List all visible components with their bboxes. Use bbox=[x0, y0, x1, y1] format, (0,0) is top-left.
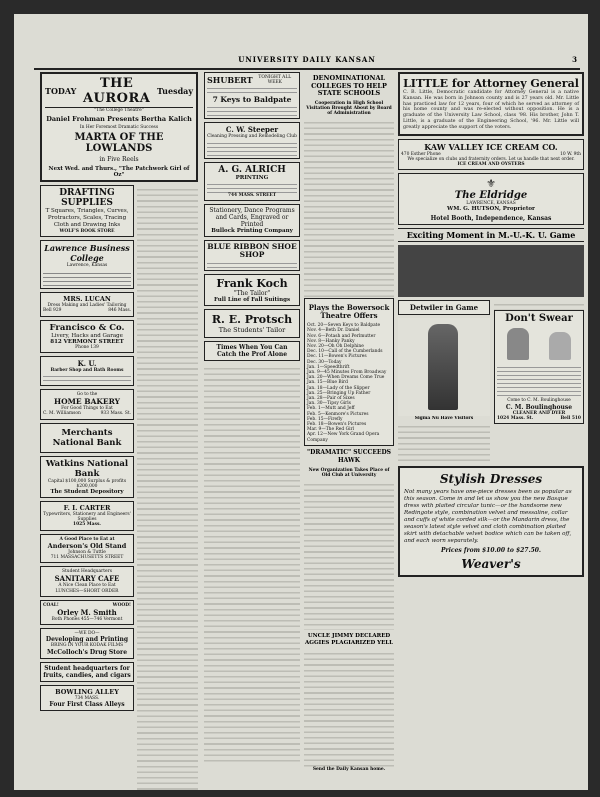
francisco-title: Francisco & Co. bbox=[49, 322, 125, 333]
bakery-addr: 933 Mass. St. bbox=[100, 411, 131, 417]
little-body: C. B. Little, Democratic candidate for Attorney General is a native Kansan. He was born in Johnson county and is 27 years old. Mr. Little has practiced law for 12 years, four of which he served as attorney of his home county and was re-elected without opposition. He is a graduate of the University Law School, class '98. His brother, John T. Little, is a graduate of the Engineering School, '96. Mr. Little will greatly appreciate the support of the voters. bbox=[403, 90, 579, 130]
football-photo bbox=[398, 245, 584, 297]
anderson-line: A Good Place to Eat at bbox=[59, 536, 115, 542]
drafting-store: WOLF'S BOOK STORE bbox=[59, 228, 115, 234]
dramatic-headline: "DRAMATIC" SUCCEEDS HAWK bbox=[307, 448, 391, 464]
bowersock-item: Dec. 30—Today bbox=[307, 359, 342, 365]
bowersock-item: Apr. 12—New York Grand Opera Company bbox=[307, 432, 380, 443]
watkins-bank-ad bbox=[40, 456, 134, 498]
aurora-ad bbox=[40, 72, 198, 182]
anderson-owners: Johnson & Tuttle bbox=[68, 549, 106, 555]
shubert-ad bbox=[204, 72, 300, 119]
detwiler-box bbox=[398, 300, 490, 315]
anderson-addr: 711 MASSACHUSETTS STREET bbox=[50, 555, 124, 561]
lucan-ad bbox=[40, 292, 134, 316]
watkins-sub: The Student Depository bbox=[50, 489, 124, 496]
develop-pre: —WE DO— bbox=[74, 631, 100, 637]
sanitary-pre: Student Headquarters bbox=[62, 569, 112, 575]
bowersock-item: Feb. 1—Mutt and Jeff bbox=[307, 406, 355, 412]
bakery-title: HOME BAKERY bbox=[54, 397, 120, 407]
anderson-title: Anderson's Old Stand bbox=[47, 541, 127, 550]
bakery-owner: C. M. Williamson bbox=[43, 411, 81, 417]
blue-ribbon-ad bbox=[204, 240, 300, 271]
bowersock-item: Jan. 30—Tipsy Girls bbox=[307, 401, 351, 407]
alrich-ad bbox=[204, 162, 300, 201]
aurora-tagline: "The College Theatre" bbox=[94, 108, 144, 113]
ku-line: Barber Shop and Bath Rooms bbox=[50, 367, 124, 373]
bowersock-item: Jan. 15—Blue Bird bbox=[307, 380, 348, 386]
alrich-line: PRINTING bbox=[235, 174, 269, 181]
bowersock-title: Plays the Bowersock Theatre Offers bbox=[308, 303, 390, 321]
dont-text-block bbox=[497, 364, 581, 398]
merchants-bank-ad bbox=[40, 423, 134, 453]
coal-left: COAL! bbox=[43, 602, 59, 608]
stationery-ad bbox=[204, 204, 300, 237]
carter-line: Typewriters, Stationery and Engineers' Supplies bbox=[43, 512, 131, 523]
page-number: 3 bbox=[572, 55, 578, 64]
steeper-ad bbox=[204, 122, 300, 158]
shubert-show: 7 Keys to Baldpate bbox=[212, 95, 292, 105]
bowersock-item: Feb. 18—Bowen's Pictures bbox=[307, 421, 367, 427]
eldridge-line: Hotel Booth, Independence, Kansas bbox=[430, 215, 552, 223]
business-title: Lawrence Business College bbox=[44, 243, 130, 263]
dont-line: Come to C. M. Boulinghouse bbox=[507, 398, 571, 404]
sanitary-sub: LUNCHES—SHORT ORDER bbox=[55, 588, 119, 594]
lucan-line: Dress Making and Ladies' Tailoring bbox=[47, 303, 127, 309]
develop-line: BRING IN YOUR KODAK FILMS bbox=[50, 643, 124, 649]
alrich-title: A. G. ALRICH bbox=[218, 164, 286, 175]
page-header bbox=[34, 54, 580, 70]
coal-right: WOOD! bbox=[112, 602, 131, 608]
dramatic-subhead: New Organization Takes Place of Old Club at University bbox=[308, 467, 390, 478]
carter-addr: 1025 Mass. bbox=[73, 522, 101, 528]
stylish-body: Not many years have one-piece dresses been as popular as this season. Come in and let us show you the new Basque dress with plaited circular tunic—or the handsome new Redingote style, combination velvet and messaline, collar and cuffs of white corded silk—or the Mandarin dress, the season's latest style velvet and cloth combination plaited skirt with detachable velvet bodice which can be taken off, and each worn separately. bbox=[404, 488, 572, 544]
send-kansan-note: Send the Daily Kansan home. bbox=[312, 767, 386, 773]
bowling-addr: 734 MASS. bbox=[74, 695, 100, 701]
bowersock-box bbox=[304, 298, 394, 446]
shubert-tonight: TONIGHT ALL WEEK bbox=[258, 75, 292, 86]
drafting-ad bbox=[40, 185, 134, 237]
home-bakery-ad bbox=[40, 389, 134, 420]
aurora-sub: In Her Foremost Dramatic Success bbox=[79, 125, 159, 131]
protsch-ad bbox=[204, 309, 300, 338]
coal-name: Orley M. Smith bbox=[57, 608, 117, 618]
alrich-text-block bbox=[207, 181, 297, 193]
ku-title: K. U. bbox=[77, 358, 97, 368]
develop-title: Developing and Printing bbox=[45, 636, 129, 644]
kaw-title: KAW VALLEY ICE CREAM CO. bbox=[424, 141, 558, 152]
bowersock-item: Dec. 10—Call of the Cumberlands bbox=[307, 349, 383, 355]
exciting-headline: Exciting Moment in M.-U.-K. U. Game bbox=[398, 228, 584, 242]
shubert-title: SHUBERT bbox=[207, 75, 253, 86]
bowling-ad bbox=[40, 685, 134, 711]
develop-ad bbox=[40, 628, 134, 658]
steeper-line: Cleaning Pressing and Remodeling Club bbox=[207, 134, 297, 140]
koch-ad bbox=[204, 274, 300, 306]
column-4 bbox=[398, 72, 584, 790]
bowersock-item: Jan. 1—Speedthrift bbox=[307, 364, 350, 370]
stationery-title: Stationery, Dance Programs and Cards, Engraved or Printed bbox=[209, 206, 295, 228]
business-text-block bbox=[43, 270, 131, 286]
protsch-sub: The Students' Tailor bbox=[218, 325, 286, 334]
bowersock-item: Mar. 9—The Red Girl bbox=[307, 427, 354, 433]
times-box bbox=[204, 341, 300, 361]
bowersock-item: Jan. 18—Lady of the Slipper bbox=[307, 385, 370, 391]
column-3 bbox=[304, 72, 394, 790]
detwiler-article-text bbox=[398, 422, 490, 464]
bowersock-item: Nov. 20—Oh Oh Delphine bbox=[307, 343, 364, 349]
bakery-line: For Good Things to Eat bbox=[61, 406, 113, 412]
bowling-title: BOWLING ALLEY bbox=[55, 687, 119, 696]
kaw-addr: 470 Esther Phone bbox=[401, 151, 441, 157]
koch-line: Full Line of Fall Suitings bbox=[213, 296, 291, 303]
dramatic-article-text bbox=[304, 480, 394, 630]
denom-subhead: Cooperation in High School Visitation Brought About by Board of Administration bbox=[306, 100, 392, 116]
business-sub: Lawrence, Kansas bbox=[66, 263, 108, 268]
carter-ad bbox=[40, 501, 134, 531]
develop-store: McColloch's Drug Store bbox=[46, 648, 128, 656]
weavers-store: Weaver's bbox=[461, 556, 521, 571]
ku-text-block bbox=[43, 373, 131, 383]
eldridge-city: LAWRENCE, KANSAS bbox=[466, 201, 516, 207]
shubert-text-block-2 bbox=[207, 104, 297, 116]
drafting-title: DRAFTING SUPPLIES bbox=[59, 188, 115, 209]
masthead-title: UNIVERSITY DAILY KANSAN bbox=[238, 55, 376, 64]
aurora-title: THE AURORA bbox=[82, 76, 151, 106]
ku-barber-ad bbox=[40, 356, 134, 386]
francisco-addr: 812 VERMONT STREET bbox=[50, 338, 124, 345]
lucan-phone: Bell 929 bbox=[43, 308, 62, 314]
bowersock-item: Oct. 20—Seven Keys to Baldpate bbox=[307, 323, 381, 329]
eldridge-crest-icon: ⚜ bbox=[486, 177, 496, 191]
eldridge-owner: WM. G. HUTSON, Proprietor bbox=[447, 206, 535, 213]
steeper-title: C. W. Steeper bbox=[225, 125, 279, 135]
denom-headline: DENOMINATIONAL COLLEGES TO HELP STATE SCHOOLS bbox=[311, 74, 387, 97]
bowersock-item: Feb. 5—Kenmore's Pictures bbox=[307, 411, 369, 417]
jimmy-headline: UNCLE JIMMY DECLARED AGGIES PLAGIARIZED YELL bbox=[304, 633, 393, 646]
bowersock-item: Jan. 25—Bringing Up Father bbox=[307, 390, 371, 396]
lucan-name: MRS. LUCAN bbox=[63, 295, 111, 304]
student-hq-ad bbox=[40, 662, 134, 682]
shubert-text-block bbox=[207, 85, 297, 95]
aurora-show: MARTA OF THE LOWLANDS bbox=[74, 132, 164, 155]
times-title: Times When You Can Catch the Prof Alone bbox=[216, 343, 288, 358]
sanitary-cafe-ad bbox=[40, 566, 134, 597]
eldridge-title: The Eldridge bbox=[454, 190, 528, 202]
detwiler-title: Detwiler in Game bbox=[409, 303, 479, 313]
watkins-title: Watkins National Bank bbox=[45, 458, 129, 479]
bowersock-item: Jan. 28—Pair of Sixes bbox=[307, 395, 355, 401]
aurora-day: Tuesday bbox=[156, 86, 193, 96]
koch-title: Frank Koch bbox=[216, 276, 288, 290]
stylish-title: Stylish Dresses bbox=[439, 471, 543, 486]
dont-phone: Bell 510 bbox=[560, 415, 581, 421]
dont-swear-ad bbox=[494, 310, 584, 424]
dont-title: Don't Swear bbox=[505, 313, 573, 325]
denom-article-text bbox=[304, 118, 394, 298]
aurora-today: TODAY bbox=[45, 86, 77, 96]
jimmy-article-text bbox=[304, 649, 394, 767]
lucan-addr: 846 Mass. bbox=[108, 308, 131, 314]
stationery-store: Bullock Printing Company bbox=[211, 227, 293, 234]
student-title: Student headquarters for fruits, candies, and cigars bbox=[43, 664, 131, 679]
kaw-sub: ICE CREAM AND OYSTERS bbox=[457, 161, 525, 167]
francisco-phone: Phone 139 bbox=[75, 344, 99, 350]
bowersock-item: Feb. 15—Firefly bbox=[307, 416, 343, 422]
bowersock-item: Nov. 8—Hanky Panky bbox=[307, 338, 355, 344]
bowersock-item: Jan. 9—45 Minutes From Broadway bbox=[307, 369, 387, 375]
dont-column-text bbox=[494, 300, 584, 310]
coal-ad bbox=[40, 600, 134, 625]
kaw-line: We specialize on clubs and fraternity orders. Let us handle that next order. bbox=[407, 156, 575, 162]
francisco-ad bbox=[40, 320, 134, 353]
detwiler-photo bbox=[398, 318, 490, 416]
merchants-title: Merchants National Bank bbox=[52, 427, 122, 448]
bowling-line: Four First Class Alleys bbox=[49, 700, 125, 708]
eldridge-ad bbox=[398, 173, 584, 225]
bowersock-list bbox=[307, 323, 391, 443]
bakery-pre: Go to the bbox=[76, 392, 98, 398]
bowersock-item: Nov. 6—Potash and Perlmutter bbox=[307, 333, 376, 339]
stylish-prices: Prices from $10.00 to $27.50. bbox=[440, 546, 542, 554]
francisco-line: Livery, Hacks and Garage bbox=[51, 332, 123, 339]
kaw-phone: 10 W. 9th bbox=[560, 151, 581, 157]
dont-cartoon bbox=[497, 324, 581, 364]
bowersock-item: Jan. 20—When Dreams Come True bbox=[307, 375, 385, 381]
little-title: LITTLE for Attorney General bbox=[403, 77, 579, 90]
column-1 bbox=[40, 72, 198, 790]
aurora-presents: Daniel Frohman Presents Bertha Kalich bbox=[46, 115, 192, 124]
weavers-ad bbox=[398, 466, 584, 577]
coal-phone: Both Phones 455—746 Vermont bbox=[51, 617, 123, 623]
watkins-line: Capital $100,000 Surplus & profits $200,000 bbox=[47, 478, 127, 489]
business-college-ad bbox=[40, 240, 134, 289]
aurora-next: Next Wed. and Thurs., "The Patchwork Girl of Oz" bbox=[48, 166, 190, 179]
col2-article-text bbox=[204, 364, 300, 764]
col1-article-text bbox=[137, 185, 198, 790]
aurora-reels: in Five Reels bbox=[99, 156, 139, 164]
sanitary-line: A Nice Clean Place to Eat bbox=[58, 583, 116, 589]
little-ad bbox=[398, 72, 584, 136]
protsch-title: R. E. Protsch bbox=[211, 312, 293, 326]
koch-sub: "The Tailor" bbox=[233, 289, 271, 297]
kaw-valley-ad bbox=[398, 139, 584, 171]
bowersock-item: Dec. 11—Bowen's Pictures bbox=[307, 354, 367, 360]
steeper-text-block bbox=[207, 140, 297, 156]
column-2 bbox=[204, 72, 300, 790]
carter-title: F. I. CARTER bbox=[63, 504, 111, 513]
detwiler-caption: Sigma Nu Have Visitors bbox=[414, 416, 474, 422]
drafting-body: T Squares, Triangles, Curves, Protractors, Scales, Tracing Cloth and Drawing Inks bbox=[45, 208, 129, 228]
dont-sub: CLEANER AND DYER bbox=[512, 410, 566, 416]
blue-title: BLUE RIBBON SHOE SHOP bbox=[207, 241, 297, 260]
newspaper-page bbox=[14, 14, 588, 790]
dont-addr: 1024 Mass. St. bbox=[497, 415, 534, 421]
sanitary-title: SANITARY CAFE bbox=[54, 574, 120, 584]
bowersock-item: Nov. 4—Beth Dr. Daniel bbox=[307, 328, 360, 334]
anderson-ad bbox=[40, 534, 134, 564]
blue-text-block bbox=[207, 260, 297, 268]
alrich-addr: 744 MASS. STREET bbox=[227, 192, 277, 198]
dont-name: C. M. Boulinghouse bbox=[505, 403, 573, 411]
